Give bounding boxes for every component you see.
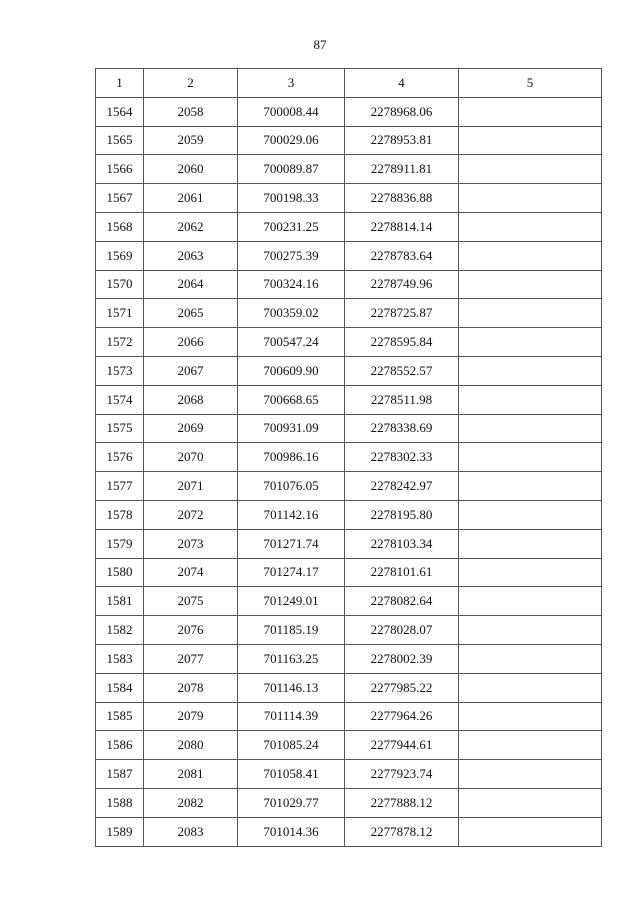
table-cell-col-4: 2277923.74 xyxy=(345,760,459,789)
table-cell-col-2: 2059 xyxy=(144,126,238,155)
table-row xyxy=(96,788,602,817)
table-cell-col-5 xyxy=(459,472,602,501)
table-cell-col-2: 2062 xyxy=(144,212,238,241)
table-cell-col-5 xyxy=(459,241,602,270)
table-cell-col-3: 701249.01 xyxy=(238,587,345,616)
table-cell-col-2: 2067 xyxy=(144,356,238,385)
table-row xyxy=(96,558,602,587)
table-row xyxy=(96,270,602,299)
table-cell-col-3: 701058.41 xyxy=(238,760,345,789)
table-cell-col-2: 2069 xyxy=(144,414,238,443)
table-cell-col-2: 2077 xyxy=(144,644,238,673)
table-cell-col-4: 2278242.97 xyxy=(345,472,459,501)
table-cell-col-5 xyxy=(459,356,602,385)
table-cell-col-4: 2278302.33 xyxy=(345,443,459,472)
table-row xyxy=(96,702,602,731)
table-cell-col-4: 2278783.64 xyxy=(345,241,459,270)
table-cell-col-3: 701142.16 xyxy=(238,500,345,529)
table-cell-col-4: 2278814.14 xyxy=(345,212,459,241)
table-cell-col-4: 2278002.39 xyxy=(345,644,459,673)
table-cell-col-5 xyxy=(459,126,602,155)
table-cell-col-2: 2068 xyxy=(144,385,238,414)
table-cell-col-1: 1586 xyxy=(96,731,144,760)
table-cell-col-3: 700231.25 xyxy=(238,212,345,241)
table-row xyxy=(96,731,602,760)
table-cell-col-5 xyxy=(459,760,602,789)
table-cell-col-1: 1578 xyxy=(96,500,144,529)
table-row xyxy=(96,673,602,702)
table-cell-col-2: 2074 xyxy=(144,558,238,587)
table-cell-col-5 xyxy=(459,270,602,299)
table-cell-col-1: 1568 xyxy=(96,212,144,241)
table-cell-col-3: 700986.16 xyxy=(238,443,345,472)
table-cell-col-1: 1574 xyxy=(96,385,144,414)
table-cell-col-4: 2277964.26 xyxy=(345,702,459,731)
table-cell-col-2: 2081 xyxy=(144,760,238,789)
table-cell-col-5 xyxy=(459,155,602,184)
table-cell-col-2: 2070 xyxy=(144,443,238,472)
table-cell-col-3: 700008.44 xyxy=(238,97,345,126)
table-row xyxy=(96,472,602,501)
table-cell-col-5 xyxy=(459,500,602,529)
table-cell-col-3: 701114.39 xyxy=(238,702,345,731)
table-cell-col-4: 2278953.81 xyxy=(345,126,459,155)
table-cell-col-3: 700029.06 xyxy=(238,126,345,155)
table-cell-col-4: 2277888.12 xyxy=(345,788,459,817)
table-cell-col-2: 2075 xyxy=(144,587,238,616)
table-cell-col-3: 700668.65 xyxy=(238,385,345,414)
table-cell-col-1: 1582 xyxy=(96,616,144,645)
table-cell-col-4: 2278749.96 xyxy=(345,270,459,299)
table-cell-col-3: 701076.05 xyxy=(238,472,345,501)
table-row xyxy=(96,184,602,213)
table-cell-col-1: 1572 xyxy=(96,328,144,357)
table-row xyxy=(96,356,602,385)
table-cell-col-5 xyxy=(459,644,602,673)
table-cell-col-1: 1579 xyxy=(96,529,144,558)
table-row xyxy=(96,328,602,357)
table-cell-col-2: 2064 xyxy=(144,270,238,299)
table-cell-col-2: 2079 xyxy=(144,702,238,731)
table-cell-col-1: 1566 xyxy=(96,155,144,184)
table-cell-col-2: 2076 xyxy=(144,616,238,645)
column-header-1: 1 xyxy=(96,69,144,98)
table-body xyxy=(96,97,602,846)
table-cell-col-5 xyxy=(459,788,602,817)
table-cell-col-5 xyxy=(459,673,602,702)
table-cell-col-2: 2072 xyxy=(144,500,238,529)
table-row xyxy=(96,241,602,270)
table-cell-col-3: 701274.17 xyxy=(238,558,345,587)
table-cell-col-5 xyxy=(459,558,602,587)
table-cell-col-5 xyxy=(459,212,602,241)
table-cell-col-3: 700198.33 xyxy=(238,184,345,213)
table-cell-col-2: 2080 xyxy=(144,731,238,760)
column-header-3: 3 xyxy=(238,69,345,98)
table-cell-col-1: 1564 xyxy=(96,97,144,126)
coordinates-table xyxy=(95,68,602,847)
table-cell-col-4: 2278595.84 xyxy=(345,328,459,357)
table-cell-col-2: 2082 xyxy=(144,788,238,817)
table-cell-col-4: 2278101.61 xyxy=(345,558,459,587)
table-cell-col-1: 1576 xyxy=(96,443,144,472)
table-row xyxy=(96,443,602,472)
table-row xyxy=(96,587,602,616)
table-cell-col-3: 700275.39 xyxy=(238,241,345,270)
table-cell-col-2: 2078 xyxy=(144,673,238,702)
table-cell-col-5 xyxy=(459,443,602,472)
table-row xyxy=(96,500,602,529)
table-cell-col-3: 700359.02 xyxy=(238,299,345,328)
table-cell-col-4: 2277985.22 xyxy=(345,673,459,702)
table-header xyxy=(96,69,602,98)
table-cell-col-4: 2278836.88 xyxy=(345,184,459,213)
table-cell-col-4: 2277878.12 xyxy=(345,817,459,846)
table-row xyxy=(96,299,602,328)
column-header-5: 5 xyxy=(459,69,602,98)
table-cell-col-1: 1575 xyxy=(96,414,144,443)
table-row xyxy=(96,126,602,155)
table-cell-col-4: 2278028.07 xyxy=(345,616,459,645)
table-cell-col-4: 2278103.34 xyxy=(345,529,459,558)
table-cell-col-2: 2060 xyxy=(144,155,238,184)
table-row xyxy=(96,155,602,184)
table-cell-col-3: 701014.36 xyxy=(238,817,345,846)
column-header-2: 2 xyxy=(144,69,238,98)
table-cell-col-4: 2278082.64 xyxy=(345,587,459,616)
table-cell-col-5 xyxy=(459,299,602,328)
table-cell-col-3: 701271.74 xyxy=(238,529,345,558)
table-cell-col-3: 700089.87 xyxy=(238,155,345,184)
table-cell-col-2: 2066 xyxy=(144,328,238,357)
table-cell-col-1: 1573 xyxy=(96,356,144,385)
table-cell-col-1: 1570 xyxy=(96,270,144,299)
table-cell-col-3: 701185.19 xyxy=(238,616,345,645)
table-row xyxy=(96,616,602,645)
table-cell-col-2: 2071 xyxy=(144,472,238,501)
table-cell-col-5 xyxy=(459,97,602,126)
table-cell-col-1: 1580 xyxy=(96,558,144,587)
table-cell-col-5 xyxy=(459,587,602,616)
table-cell-col-1: 1588 xyxy=(96,788,144,817)
table-cell-col-3: 700547.24 xyxy=(238,328,345,357)
table-row xyxy=(96,817,602,846)
table-cell-col-1: 1585 xyxy=(96,702,144,731)
table-cell-col-5 xyxy=(459,184,602,213)
table-cell-col-1: 1565 xyxy=(96,126,144,155)
table-cell-col-4: 2278195.80 xyxy=(345,500,459,529)
table-cell-col-3: 700324.16 xyxy=(238,270,345,299)
table-cell-col-5 xyxy=(459,414,602,443)
page-number: 87 xyxy=(313,37,327,52)
table-cell-col-3: 701146.13 xyxy=(238,673,345,702)
table-cell-col-2: 2073 xyxy=(144,529,238,558)
table-row xyxy=(96,414,602,443)
table-cell-col-2: 2083 xyxy=(144,817,238,846)
table-cell-col-4: 2278338.69 xyxy=(345,414,459,443)
table-row xyxy=(96,644,602,673)
table-cell-col-3: 701029.77 xyxy=(238,788,345,817)
table-cell-col-1: 1577 xyxy=(96,472,144,501)
table-cell-col-1: 1584 xyxy=(96,673,144,702)
table-cell-col-1: 1567 xyxy=(96,184,144,213)
table-cell-col-5 xyxy=(459,702,602,731)
table-cell-col-5 xyxy=(459,529,602,558)
table-cell-col-5 xyxy=(459,616,602,645)
table-cell-col-3: 701163.25 xyxy=(238,644,345,673)
table-cell-col-1: 1571 xyxy=(96,299,144,328)
table-cell-col-2: 2063 xyxy=(144,241,238,270)
table-cell-col-1: 1581 xyxy=(96,587,144,616)
table-cell-col-3: 700931.09 xyxy=(238,414,345,443)
table-cell-col-4: 2278911.81 xyxy=(345,155,459,184)
table-row xyxy=(96,385,602,414)
table-cell-col-4: 2278725.87 xyxy=(345,299,459,328)
table-cell-col-1: 1587 xyxy=(96,760,144,789)
table-cell-col-3: 701085.24 xyxy=(238,731,345,760)
table-row xyxy=(96,212,602,241)
table-cell-col-4: 2278511.98 xyxy=(345,385,459,414)
table-cell-col-4: 2278968.06 xyxy=(345,97,459,126)
header-row xyxy=(96,69,602,98)
table-row xyxy=(96,760,602,789)
table-row xyxy=(96,97,602,126)
table-cell-col-1: 1583 xyxy=(96,644,144,673)
table-row xyxy=(96,529,602,558)
table-cell-col-2: 2061 xyxy=(144,184,238,213)
table-cell-col-1: 1569 xyxy=(96,241,144,270)
column-header-4: 4 xyxy=(345,69,459,98)
table-cell-col-1: 1589 xyxy=(96,817,144,846)
table-cell-col-3: 700609.90 xyxy=(238,356,345,385)
table-cell-col-5 xyxy=(459,731,602,760)
table-cell-col-4: 2278552.57 xyxy=(345,356,459,385)
table-cell-col-5 xyxy=(459,385,602,414)
table-cell-col-5 xyxy=(459,817,602,846)
table-cell-col-4: 2277944.61 xyxy=(345,731,459,760)
table-cell-col-2: 2065 xyxy=(144,299,238,328)
table-cell-col-5 xyxy=(459,328,602,357)
table-cell-col-2: 2058 xyxy=(144,97,238,126)
